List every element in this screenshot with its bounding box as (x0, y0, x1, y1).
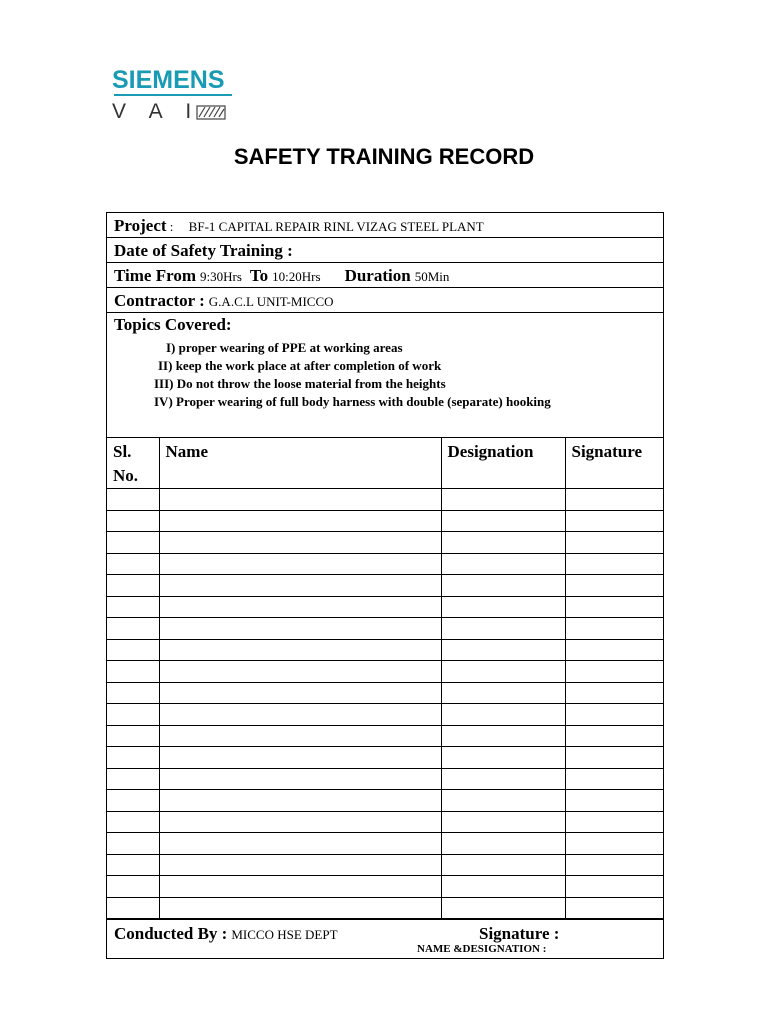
topics-row (107, 313, 663, 438)
time-from-label: Time From (114, 266, 196, 285)
designation-cell[interactable] (441, 510, 565, 532)
designation-cell[interactable] (441, 854, 565, 876)
designation-cell[interactable] (441, 489, 565, 511)
signature-cell[interactable] (565, 725, 663, 747)
sl-no-cell[interactable] (107, 854, 159, 876)
signature-cell[interactable] (565, 704, 663, 726)
time-to-label: To (249, 266, 269, 285)
designation-cell[interactable] (441, 833, 565, 855)
designation-cell[interactable] (441, 876, 565, 898)
table-row (107, 661, 663, 683)
project-label: Project (114, 216, 167, 235)
sl-no-cell[interactable] (107, 618, 159, 640)
signature-cell[interactable] (565, 682, 663, 704)
table-row (107, 553, 663, 575)
name-cell[interactable] (159, 510, 441, 532)
attendance-table (107, 438, 663, 919)
time-row (107, 263, 663, 288)
table-row (107, 897, 663, 919)
table-row (107, 596, 663, 618)
signature-cell[interactable] (565, 618, 663, 640)
sl-no-cell[interactable] (107, 682, 159, 704)
attendance-table-row (107, 438, 663, 920)
name-cell[interactable] (159, 747, 441, 769)
logo-divider (114, 94, 232, 96)
signature-cell[interactable] (565, 639, 663, 661)
sl-no-cell[interactable] (107, 532, 159, 554)
name-cell[interactable] (159, 854, 441, 876)
training-record-form (106, 212, 664, 959)
signature-cell[interactable] (565, 854, 663, 876)
topics-label: Topics Covered: (114, 315, 232, 334)
project-separator: : (166, 219, 177, 234)
logo-sub: V A I (112, 100, 201, 123)
sl-no-cell[interactable] (107, 876, 159, 898)
table-row (107, 747, 663, 769)
topic-item: III) Do not throw the loose material from the heights (154, 376, 446, 391)
table-header-row (107, 438, 663, 489)
topic-item: I) proper wearing of PPE at working areas (166, 340, 403, 355)
table-row (107, 618, 663, 640)
name-cell[interactable] (159, 553, 441, 575)
name-cell[interactable] (159, 876, 441, 898)
name-cell[interactable] (159, 618, 441, 640)
sl-no-cell[interactable] (107, 725, 159, 747)
table-row (107, 790, 663, 812)
table-row (107, 854, 663, 876)
designation-cell[interactable] (441, 768, 565, 790)
name-cell[interactable] (159, 489, 441, 511)
table-row (107, 639, 663, 661)
designation-cell[interactable] (441, 790, 565, 812)
sl-no-cell[interactable] (107, 639, 159, 661)
footer-signature-label: Signature : (479, 924, 560, 943)
designation-cell[interactable] (441, 897, 565, 919)
col-header-sl-no: Sl. No. (107, 438, 159, 489)
date-label: Date of Safety Training : (114, 241, 293, 260)
designation-cell[interactable] (441, 532, 565, 554)
table-row (107, 532, 663, 554)
designation-cell[interactable] (441, 575, 565, 597)
vai-wave-icon (196, 103, 226, 121)
signature-cell[interactable] (565, 596, 663, 618)
name-cell[interactable] (159, 811, 441, 833)
signature-cell[interactable] (565, 747, 663, 769)
col-header-name: Name (159, 438, 441, 489)
designation-cell[interactable] (441, 661, 565, 683)
signature-cell[interactable] (565, 768, 663, 790)
signature-cell[interactable] (565, 790, 663, 812)
table-row (107, 682, 663, 704)
contractor-label: Contractor : (114, 291, 205, 310)
signature-cell[interactable] (565, 876, 663, 898)
signature-cell[interactable] (565, 661, 663, 683)
sl-no-cell[interactable] (107, 811, 159, 833)
sl-no-cell[interactable] (107, 768, 159, 790)
sl-no-cell[interactable] (107, 661, 159, 683)
table-row (107, 725, 663, 747)
signature-cell[interactable] (565, 510, 663, 532)
sl-no-cell[interactable] (107, 704, 159, 726)
sl-no-cell[interactable] (107, 747, 159, 769)
footer-row (107, 920, 663, 958)
sl-no-cell[interactable] (107, 833, 159, 855)
siemens-vai-logo (112, 66, 232, 125)
name-designation-label: NAME &DESIGNATION : (417, 943, 547, 955)
sl-no-cell[interactable] (107, 790, 159, 812)
name-cell[interactable] (159, 532, 441, 554)
sl-no-cell[interactable] (107, 575, 159, 597)
contractor-row (107, 288, 663, 313)
time-to-value: 10:20Hrs (272, 269, 321, 284)
sl-no-cell[interactable] (107, 897, 159, 919)
name-cell[interactable] (159, 682, 441, 704)
name-cell[interactable] (159, 661, 441, 683)
contractor-value: G.A.C.L UNIT-MICCO (208, 294, 334, 309)
sl-no-cell[interactable] (107, 553, 159, 575)
table-row (107, 876, 663, 898)
name-cell[interactable] (159, 596, 441, 618)
signature-cell[interactable] (565, 575, 663, 597)
table-row (107, 575, 663, 597)
designation-cell[interactable] (441, 704, 565, 726)
table-row (107, 768, 663, 790)
name-cell[interactable] (159, 704, 441, 726)
sl-no-cell[interactable] (107, 510, 159, 532)
designation-cell[interactable] (441, 747, 565, 769)
signature-cell[interactable] (565, 833, 663, 855)
project-value: BF-1 CAPITAL REPAIR RINL VIZAG STEEL PLANT (188, 219, 484, 234)
name-cell[interactable] (159, 575, 441, 597)
name-cell[interactable] (159, 833, 441, 855)
col-header-designation: Designation (441, 438, 565, 489)
document-title: SAFETY TRAINING RECORD (233, 144, 535, 169)
conducted-by-label: Conducted By : (114, 924, 228, 943)
designation-cell[interactable] (441, 618, 565, 640)
sl-no-cell[interactable] (107, 489, 159, 511)
logo-brand: SIEMENS (112, 66, 225, 94)
project-row (107, 213, 663, 238)
table-row (107, 833, 663, 855)
signature-cell[interactable] (565, 811, 663, 833)
time-from-value: 9:30Hrs (200, 269, 242, 284)
signature-cell[interactable] (565, 553, 663, 575)
topic-item: II) keep the work place at after completion of work (158, 358, 442, 373)
name-cell[interactable] (159, 768, 441, 790)
table-row (107, 510, 663, 532)
duration-label: Duration (344, 266, 411, 285)
date-row (107, 238, 663, 263)
designation-cell[interactable] (441, 811, 565, 833)
signature-cell[interactable] (565, 897, 663, 919)
sl-no-cell[interactable] (107, 596, 159, 618)
designation-cell[interactable] (441, 682, 565, 704)
topic-item: IV) Proper wearing of full body harness with double (separate) hooking (154, 394, 551, 409)
conducted-by-value: MICCO HSE DEPT (231, 927, 338, 942)
table-row (107, 704, 663, 726)
signature-cell[interactable] (565, 532, 663, 554)
duration-value: 50Min (414, 269, 450, 284)
designation-cell[interactable] (441, 596, 565, 618)
name-cell[interactable] (159, 790, 441, 812)
col-header-signature: Signature (565, 438, 663, 489)
name-cell[interactable] (159, 897, 441, 919)
topics-list (114, 339, 663, 411)
table-row (107, 811, 663, 833)
signature-cell[interactable] (565, 489, 663, 511)
designation-cell[interactable] (441, 639, 565, 661)
name-cell[interactable] (159, 725, 441, 747)
designation-cell[interactable] (441, 553, 565, 575)
name-cell[interactable] (159, 639, 441, 661)
designation-cell[interactable] (441, 725, 565, 747)
table-row (107, 489, 663, 511)
